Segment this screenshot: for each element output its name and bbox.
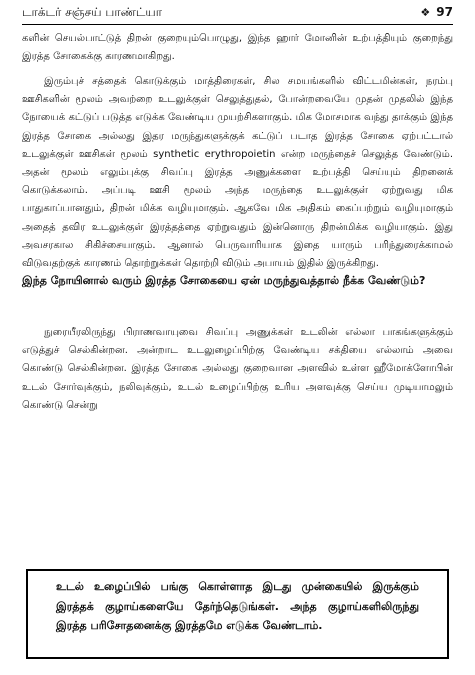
tip-box: உடல் உழைப்பில் பங்கு கொள்ளாத இடது முன்கையில் இருக்கும் இரத்தக் குழாய்களையே தேர்ந்தெடுங்கள். அந்த குழாய்களிலிருந்து இரத்த பரிசோதனைக்கு இரத்தமே எடுக்க வேண்டாம். xyxy=(26,569,449,659)
paragraph-treatment xyxy=(22,73,453,273)
page-number-block xyxy=(420,2,453,23)
section-heading: இந்த நோயினால் வரும் இரத்த சோகையை ஏன் மருந்துவத்தால் நீக்க வேண்டும்? xyxy=(22,274,426,287)
paragraph-treatment-text: இரும்புச் சத்தைக் கொடுக்கும் மாத்திரைகள், சில சமயங்களில் விட்டமின்கள், நரம்பு ஊசிகளின் மூலம் அவற்றை உடலுக்குள் செலுத்துதல், போன்றவையே முதன் முதலில் இந்த நோயைக் கட்டுப் படுத்த எடுக்க வேண்டிய முயற்சிகளாகும். மிக மோசமாக வந்து தாக்கும் இந்த இரத்த சோகை அல்லது இதர மருந்துகளுக்குக் கட்டுப் படாத இரத்த சோகை ஏற்பட்டால் உடலுக்குள் ஊசிகள் மூலம் synthetic erythropoietin என்ற மருந்தைச் செலுத்த வேண்டும். அதன் மூலம் எலும்புக்கு சிவப்பு இரத்த அணுக்களை உற்பத்தி செய்யும் திறனைக் கொடுக்கலாம். அப்படி ஊசி மூலம் அந்த மருந்தை உடலுக்குள் ஏற்றுவது மிக பாதுகாப்பானதும், திறன் மிக்க வழியுமாகும். ஆகவே மிக அதிகம் கைப்பற்றும் வழியுமாகும் அதைத் தவிர உடலுக்குள் இரத்தத்தை ஏற்றுவதும் இன்னொரு திறன்மிக்க வழியாகும். இது அவசரகால சிகிச்சையாகும். ஆனால் பெருவாரியாக இதை யாரும் பரிந்துரைக்காமல் விடுவதற்குக் காரணம் தொற்றுக்கள் தொற்றி விடும் அபாயம் இதில் இருக்கிறது. xyxy=(22,76,453,270)
page-header xyxy=(22,2,453,22)
page-number: 97 xyxy=(436,5,453,19)
running-head-author: டாக்டர் சஞ்சய் பாண்ட்யா xyxy=(22,5,162,19)
paragraph-oxygen xyxy=(22,324,453,415)
paragraph-oxygen-text: நுரையீரலிருந்து பிராணவாயுவை சிவப்பு அணுக்கள் உடலின் எல்லா பாகங்களுக்கும் எடுத்துச் செல்கின்றன. அன்றாட உடலுழைப்பிற்கு வேண்டிய சக்தியை எல்லாம் அவை கொண்டு செல்கின்றன. இரத்த சோகை அல்லது குறைவான அளவில் உள்ள ஹீமோக்ளோபின் உடல் சோர்வுக்கும், நலிவுக்கும், உடல் உழைப்பிற்கு உரிய அளவுக்கு செய்ய முடியாமலும் கொண்டு சென்று xyxy=(22,327,453,411)
diamond-ornament-icon: ❖ xyxy=(420,6,431,19)
header-rule xyxy=(22,24,453,25)
paragraph-continued: களின் செயல்பாட்டுத் திறன் குறையும்பொழுது, இந்த ஹார் மோனின் உற்பத்தியும் குறைந்து இரத்த சோகைக்கு காரணமாகிறது. xyxy=(22,33,453,63)
